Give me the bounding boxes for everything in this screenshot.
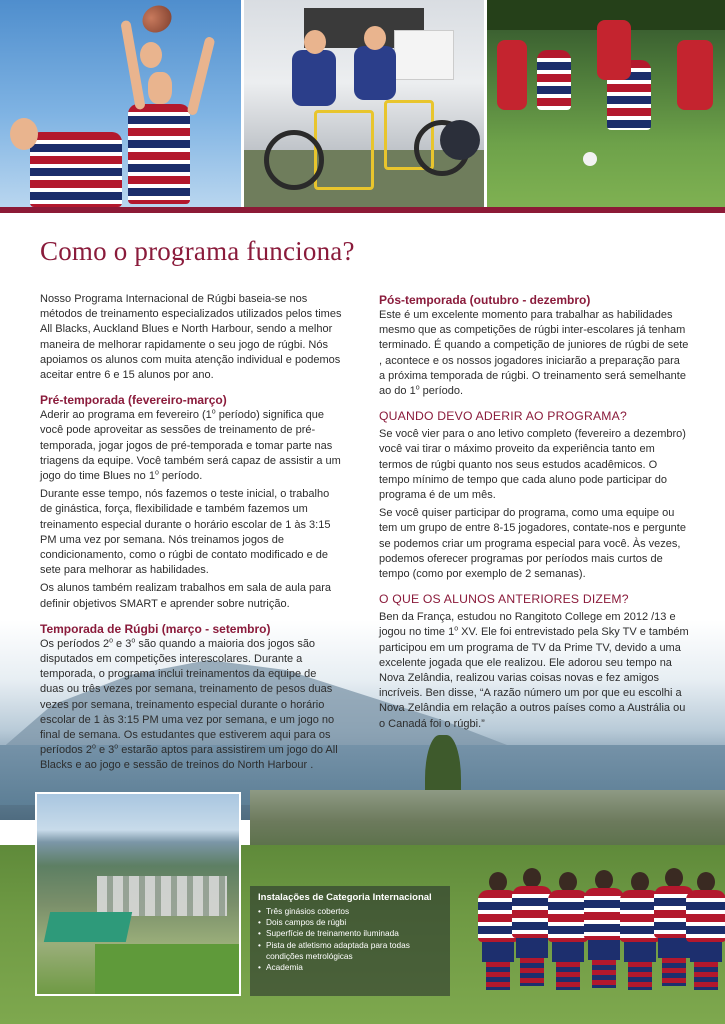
preseason-heading: Pré-temporada (fevereiro-março): [40, 393, 227, 408]
intro-paragraph: Nosso Programa Internacional de Rúgbi baseia-se nos métodos de treinamento especializados utilizados pelos times All Blacks, Auckland Blues e North Harbour, sendo a melhor maneira de melhorar rapidamente o seu jogo de rúgbi. Nós apoiamos os alunos com muita atenção individual e podemos aceitar entre 6 e 15 alunos por ano.: [40, 293, 342, 382]
photo-rugby-match: [487, 0, 725, 207]
teammate-head: [10, 118, 38, 150]
rugby-ball: [583, 152, 597, 166]
player-face: [148, 72, 172, 104]
left-column: [40, 292, 343, 777]
facilities-item: • Três ginásios cobertos: [258, 906, 444, 917]
when-to-join-paragraph-2: Se você quiser participar do programa, como uma equipe ou tem um grupo de entre 8-15 jogadores, contate-nos e pergunte se podemos criar um programa especial para você. Às vezes, podemos oferecer programas por períodos mais curtos de tempo (como por exemplo de 2 semanas).: [379, 507, 686, 581]
photo-gym-bikes: [244, 0, 484, 207]
player-red: [497, 40, 527, 110]
player-red: [677, 40, 713, 110]
preseason-paragraph-3: Os alunos também realizam trabalhos em sala de aula para definir objetivos SMART e aprender sobre nutrição.: [40, 582, 332, 610]
postseason-heading: Pós-temporada (outubro - dezembro): [379, 293, 591, 307]
header-photo-strip: [0, 0, 725, 207]
exercise-ball: [440, 120, 480, 160]
when-to-join-paragraph-1: Se você vier para o ano letivo completo (fevereiro a dezembro) você vai tirar o máximo proveito da experiência tanto em termos de rúgbi quanto nos seus estudos acadêmicos. O tempo mínimo de tempo que cada aluno pode participar do programa é de um mês.: [379, 428, 686, 502]
right-column: [379, 292, 689, 735]
preseason-paragraph-1: Aderir ao programa em fevereiro (1$^o$ período) significa que você pode aproveitar as sessões de treinamento de pré-temporada, jogar jogos de pré-temporada e tomar parte nas triagens da equipe. Você também será capaz de assistir a um jogo do time Blues no 1$^o$ período.: [40, 408, 341, 483]
preseason-paragraph-2: Durante esse tempo, nós fazemos o teste inicial, o trabalho de ginástica, força, flexibilidade e também fazemos um treinamento especial durante o horário escolar de 1 às 3:15 PM uma vez por semana. Nós treinamos jogos de condicionamento, como o rúgbi de contato modificado e de sete para melhorar as habilidades.: [40, 488, 331, 577]
facilities-list: [258, 906, 444, 973]
campus-aerial-photo: [35, 792, 241, 996]
team-huddle-photo: [470, 840, 725, 1024]
facilities-item: • Dois campos de rúgbi: [258, 917, 444, 928]
whiteboard: [394, 30, 454, 80]
bike-frame: [314, 110, 374, 190]
rider-head: [364, 26, 386, 50]
season-paragraph: Os períodos 2$^o$ e 3$^o$ são quando a maioria dos jogos são disputados em competições interescolares. Durante a temporada, o programa inclui treinamentos da equipe de duas ou três vezes por semana, treinamento de pesos duas vezes por semana, treinamento especial durante o horário escolar de 1 às 3:15 PM uma vez por semana, e um jogo no final de semana. Os estudantes que estiverem aqui para os períodos 2$^o$ e 3$^o$ estarão aptos para assistirem um jogo do All Blacks e ao jogo e sessão de treinos do North Harbour .: [40, 637, 338, 772]
page-title: Como o programa funciona?: [40, 236, 355, 266]
player-arm: [120, 20, 145, 110]
player-red: [597, 20, 631, 80]
rider-shirt: [354, 46, 396, 100]
teammate-jersey: [30, 132, 122, 207]
facilities-item: • Superfície de treinamento iluminada: [258, 928, 444, 939]
sports-field: [95, 944, 241, 996]
player-jersey: [128, 104, 190, 204]
facilities-heading: Instalações de Categoria Internacional: [258, 892, 432, 903]
huddle-player: [548, 872, 588, 990]
rider-shirt: [292, 50, 336, 106]
facilities-item: • Pista de atletismo adaptada para todas condições metrológicas: [258, 940, 444, 962]
sports-court: [44, 912, 132, 942]
player-head: [140, 42, 162, 68]
photo-lineout-catch: [0, 0, 241, 207]
huddle-player: [584, 870, 624, 988]
header-divider: [0, 207, 725, 213]
rugby-ball: [138, 0, 177, 38]
season-heading: Temporada de Rúgbi (março - setembro): [40, 621, 271, 636]
campus-buildings: [97, 876, 227, 916]
player-striped: [537, 50, 571, 110]
postseason-paragraph: Este é um excelente momento para trabalhar as habilidades mesmo que as competições de rúgbi inter-escolares já tenham terminado. É quando a competição de juniores de rúgbi de sete , acontece e os nossos jogadores iniciarão a preparação para a próxima temporada de rúgbi. O treinamento será semelhante ao do 1$^o$ período.: [379, 309, 689, 398]
bike-wheel: [264, 130, 324, 190]
when-to-join-heading: QUANDO DEVO ADERIR AO PROGRAMA?: [379, 409, 627, 424]
rider-head: [304, 30, 326, 54]
testimonials-heading: O QUE OS ALUNOS ANTERIORES DIZEM?: [379, 592, 629, 607]
huddle-player: [686, 872, 725, 990]
huddle-player: [512, 868, 552, 986]
facilities-item: • Academia: [258, 962, 444, 973]
facilities-box: [250, 886, 450, 996]
testimonial-paragraph: Ben da França, estudou no Rangitoto College em 2012 /13 e jogou no time 1$^o$ XV. Ele foi entrevistado pela Sky TV e também participou em um programa de TV da Prime TV, devido a uma excelente jogada que ele realizou. Ele adorou seu tempo na Nova Zelândia, realizou varias coisas novas e fez amigos incríveis. Ben disse, “A razão número um por que eu escolhi a Nova Zelândia em relação a outros países como a Austrália ou o Canadá foi o rúgbi.”: [379, 611, 689, 730]
player-arm: [186, 36, 215, 116]
